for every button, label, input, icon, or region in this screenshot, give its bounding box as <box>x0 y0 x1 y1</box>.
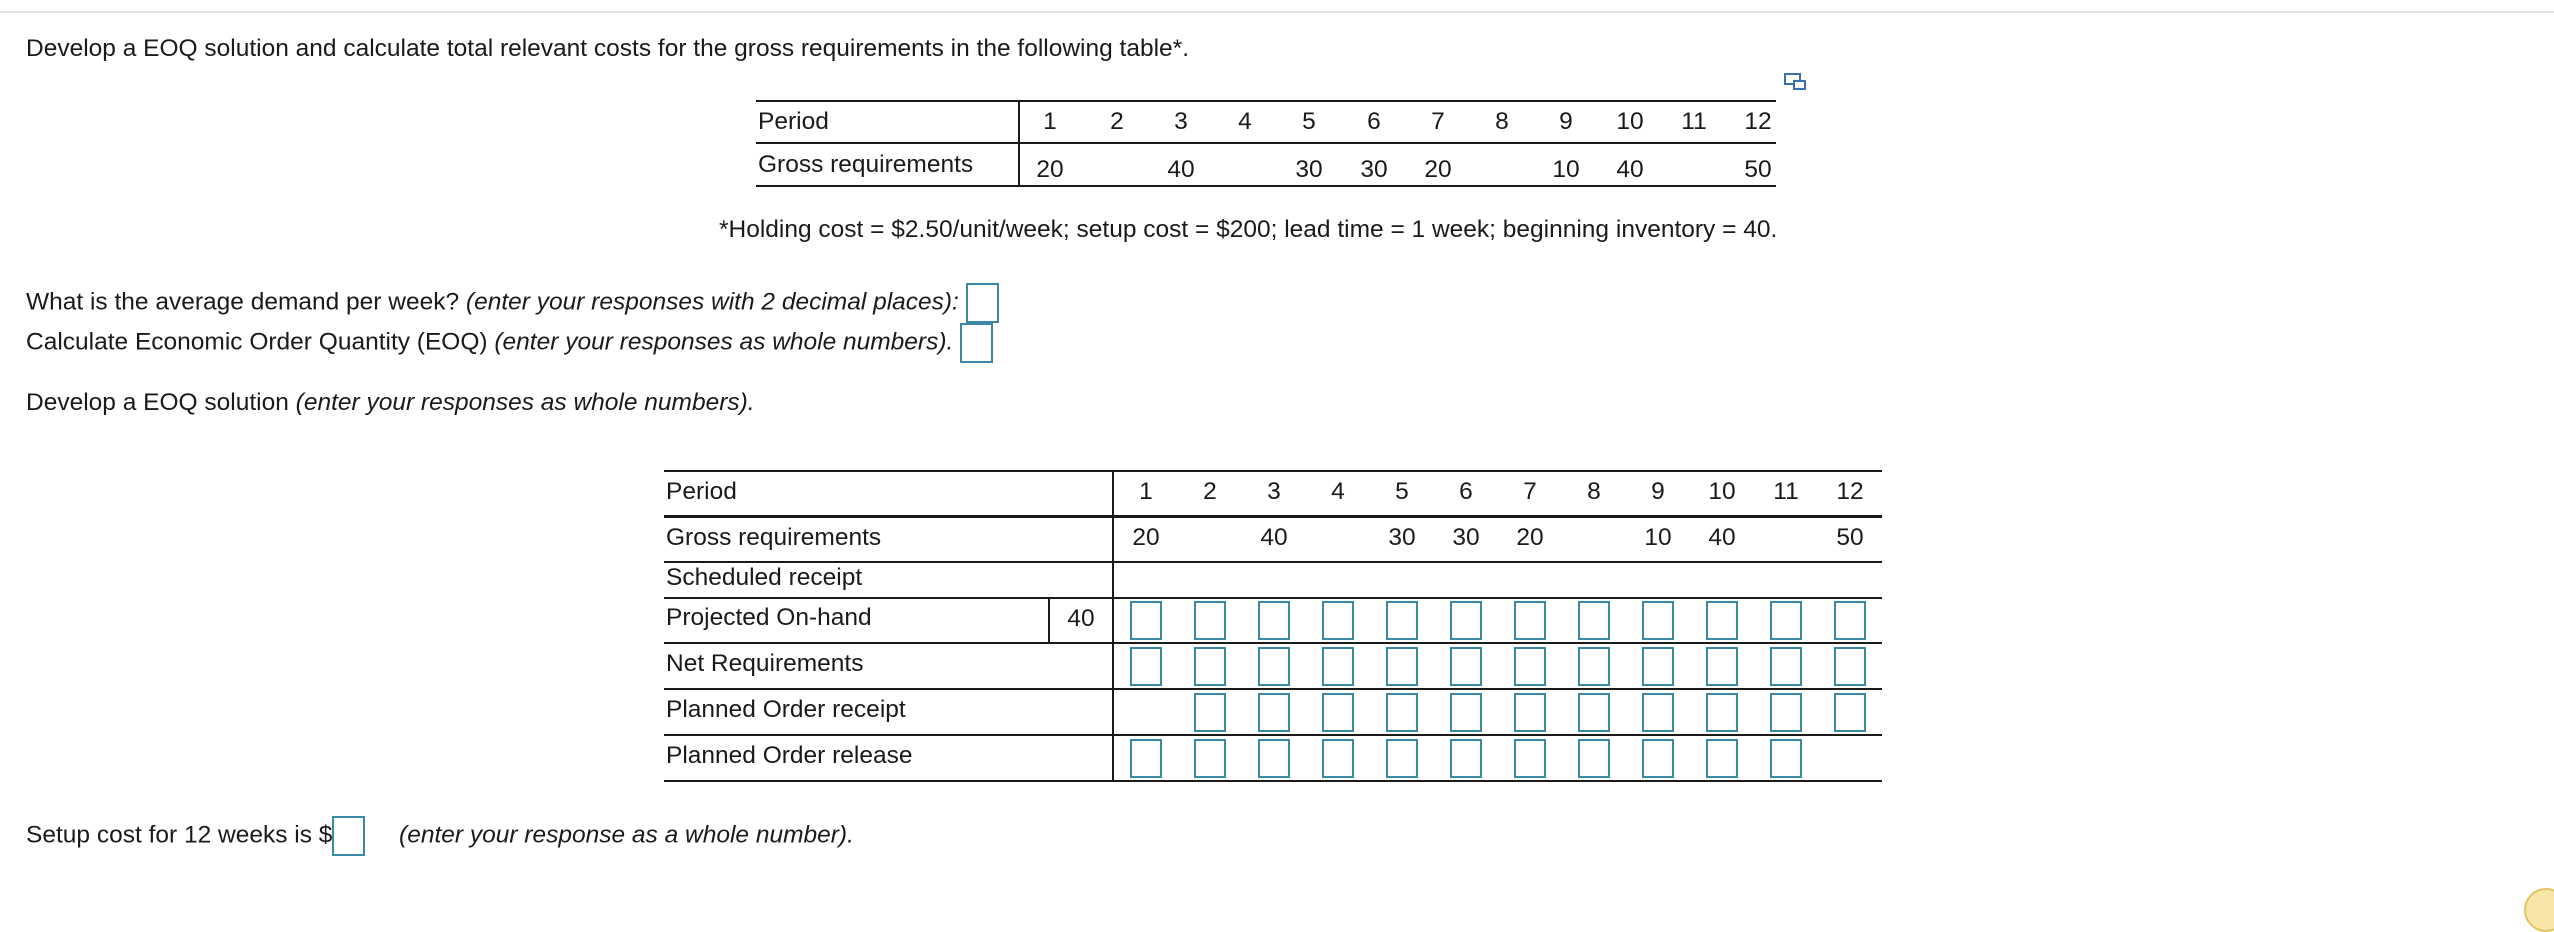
projected-on-hand-input-8[interactable] <box>1578 601 1610 640</box>
beginning-inventory-value: 40 <box>1067 605 1095 632</box>
net-requirements-input-1[interactable] <box>1130 647 1162 686</box>
period-1: 1 <box>1043 108 1057 135</box>
period-11: 11 <box>1681 108 1707 135</box>
planned-order-receipt-input-10[interactable] <box>1706 693 1738 732</box>
t2-period-4: 4 <box>1331 478 1345 505</box>
t2-period-12: 12 <box>1836 478 1864 505</box>
t2-gross-req-6: 30 <box>1452 524 1480 551</box>
planned-order-release-input-7[interactable] <box>1514 739 1546 778</box>
question-intro: Develop a EOQ solution and calculate total relevant costs for the gross requirements in the following table*. <box>26 35 1190 62</box>
period-label: Period <box>758 108 829 135</box>
top-divider <box>0 11 2554 13</box>
t2-period-11: 11 <box>1773 478 1799 505</box>
planned-order-release-input-5[interactable] <box>1386 739 1418 778</box>
t2-gross-req-1: 20 <box>1132 524 1160 551</box>
period-4: 4 <box>1238 108 1252 135</box>
eoq-solution-table <box>664 470 1882 782</box>
t2-period-5: 5 <box>1395 478 1409 505</box>
period-8: 8 <box>1495 108 1509 135</box>
period-3: 3 <box>1174 108 1188 135</box>
t2-period-6: 6 <box>1459 478 1473 505</box>
planned-order-release-label: Planned Order release <box>666 742 913 769</box>
t2-gross-req-10: 40 <box>1708 524 1736 551</box>
period-label: Period <box>666 478 737 505</box>
t2-gross-req-12: 50 <box>1836 524 1864 551</box>
period-12: 12 <box>1744 108 1772 135</box>
gross-requirements-label: Gross requirements <box>666 524 882 551</box>
requirements-table <box>756 100 1776 187</box>
gross-requirements-label: Gross requirements <box>758 151 974 178</box>
t2-period-2: 2 <box>1203 478 1217 505</box>
t2-gross-req-7: 20 <box>1516 524 1544 551</box>
net-requirements-input-10[interactable] <box>1706 647 1738 686</box>
avg-demand-question <box>26 283 999 323</box>
projected-on-hand-input-10[interactable] <box>1706 601 1738 640</box>
eoq-input[interactable] <box>960 323 993 363</box>
planned-order-release-input-1[interactable] <box>1130 739 1162 778</box>
t2-period-7: 7 <box>1523 478 1537 505</box>
t2-period-3: 3 <box>1267 478 1281 505</box>
period-5: 5 <box>1302 108 1316 135</box>
net-requirements-input-11[interactable] <box>1770 647 1802 686</box>
setup-cost-question <box>26 816 854 856</box>
projected-on-hand-input-12[interactable] <box>1834 601 1866 640</box>
setup-cost-hint: (enter your response as a whole number). <box>399 821 854 849</box>
planned-order-receipt-input-7[interactable] <box>1514 693 1546 732</box>
gross-req-1: 20 <box>1036 156 1064 183</box>
net-requirements-input-3[interactable] <box>1258 647 1290 686</box>
planned-order-receipt-input-6[interactable] <box>1450 693 1482 732</box>
projected-on-hand-input-6[interactable] <box>1450 601 1482 640</box>
scheduled-receipt-label: Scheduled receipt <box>666 564 863 591</box>
gross-req-12: 50 <box>1744 156 1772 183</box>
t2-gross-req-5: 30 <box>1388 524 1416 551</box>
t2-period-9: 9 <box>1651 478 1665 505</box>
planned-order-release-input-4[interactable] <box>1322 739 1354 778</box>
planned-order-release-input-11[interactable] <box>1770 739 1802 778</box>
planned-order-release-input-3[interactable] <box>1258 739 1290 778</box>
t2-gross-req-9: 10 <box>1644 524 1672 551</box>
period-9: 9 <box>1559 108 1573 135</box>
avg-demand-input[interactable] <box>966 283 999 323</box>
setup-cost-input[interactable] <box>332 816 365 856</box>
gross-req-9: 10 <box>1552 156 1580 183</box>
projected-on-hand-input-3[interactable] <box>1258 601 1290 640</box>
avg-demand-hint: (enter your responses with 2 decimal places): <box>465 288 959 316</box>
planned-order-release-input-9[interactable] <box>1642 739 1674 778</box>
t2-period-10: 10 <box>1708 478 1736 505</box>
net-requirements-input-9[interactable] <box>1642 647 1674 686</box>
period-7: 7 <box>1431 108 1445 135</box>
t2-period-1: 1 <box>1139 478 1153 505</box>
planned-order-receipt-input-4[interactable] <box>1322 693 1354 732</box>
planned-order-receipt-input-5[interactable] <box>1386 693 1418 732</box>
develop-instruction <box>26 391 755 416</box>
net-requirements-label: Net Requirements <box>666 650 864 677</box>
avg-demand-text: What is the average demand per week? <box>26 288 460 316</box>
gross-req-7: 20 <box>1424 156 1452 183</box>
help-button[interactable] <box>2524 888 2554 932</box>
projected-on-hand-input-4[interactable] <box>1322 601 1354 640</box>
footnote: *Holding cost = $2.50/unit/week; setup cost = $200; lead time = 1 week; beginning inventory = 40. <box>719 216 1778 243</box>
period-6: 6 <box>1367 108 1381 135</box>
planned-order-receipt-input-3[interactable] <box>1258 693 1290 732</box>
projected-on-hand-input-9[interactable] <box>1642 601 1674 640</box>
gross-req-5: 30 <box>1295 156 1323 183</box>
eoq-hint: (enter your responses as whole numbers). <box>494 328 954 356</box>
gross-req-6: 30 <box>1360 156 1388 183</box>
planned-order-receipt-input-12[interactable] <box>1834 693 1866 732</box>
planned-order-release-input-10[interactable] <box>1706 739 1738 778</box>
develop-hint: (enter your responses as whole numbers). <box>295 389 755 416</box>
planned-order-receipt-input-11[interactable] <box>1770 693 1802 732</box>
planned-order-release-input-2[interactable] <box>1194 739 1226 778</box>
gross-req-3: 40 <box>1167 156 1195 183</box>
planned-order-receipt-label: Planned Order receipt <box>666 696 906 723</box>
net-requirements-input-6[interactable] <box>1450 647 1482 686</box>
planned-order-receipt-input-9[interactable] <box>1642 693 1674 732</box>
net-requirements-input-4[interactable] <box>1322 647 1354 686</box>
eoq-question <box>26 323 993 363</box>
period-10: 10 <box>1616 108 1644 135</box>
eoq-text: Calculate Economic Order Quantity (EOQ) <box>26 328 488 356</box>
setup-cost-text: Setup cost for 12 weeks is $ <box>26 821 333 849</box>
gross-req-10: 40 <box>1616 156 1644 183</box>
projected-on-hand-input-5[interactable] <box>1386 601 1418 640</box>
period-2: 2 <box>1110 108 1124 135</box>
projected-on-hand-input-2[interactable] <box>1194 601 1226 640</box>
develop-text: Develop a EOQ solution <box>26 389 289 416</box>
net-requirements-input-7[interactable] <box>1514 647 1546 686</box>
projected-on-hand-input-11[interactable] <box>1770 601 1802 640</box>
t2-gross-req-3: 40 <box>1260 524 1288 551</box>
projected-on-hand-label: Projected On-hand <box>666 604 872 631</box>
net-requirements-input-8[interactable] <box>1578 647 1610 686</box>
net-requirements-input-2[interactable] <box>1194 647 1226 686</box>
planned-order-release-input-6[interactable] <box>1450 739 1482 778</box>
planned-order-receipt-input-8[interactable] <box>1578 693 1610 732</box>
projected-on-hand-input-7[interactable] <box>1514 601 1546 640</box>
planned-order-release-input-8[interactable] <box>1578 739 1610 778</box>
planned-order-receipt-input-2[interactable] <box>1194 693 1226 732</box>
net-requirements-input-5[interactable] <box>1386 647 1418 686</box>
t2-period-8: 8 <box>1587 478 1601 505</box>
projected-on-hand-input-1[interactable] <box>1130 601 1162 640</box>
net-requirements-input-12[interactable] <box>1834 647 1866 686</box>
expand-table-icon[interactable] <box>1784 73 1807 91</box>
